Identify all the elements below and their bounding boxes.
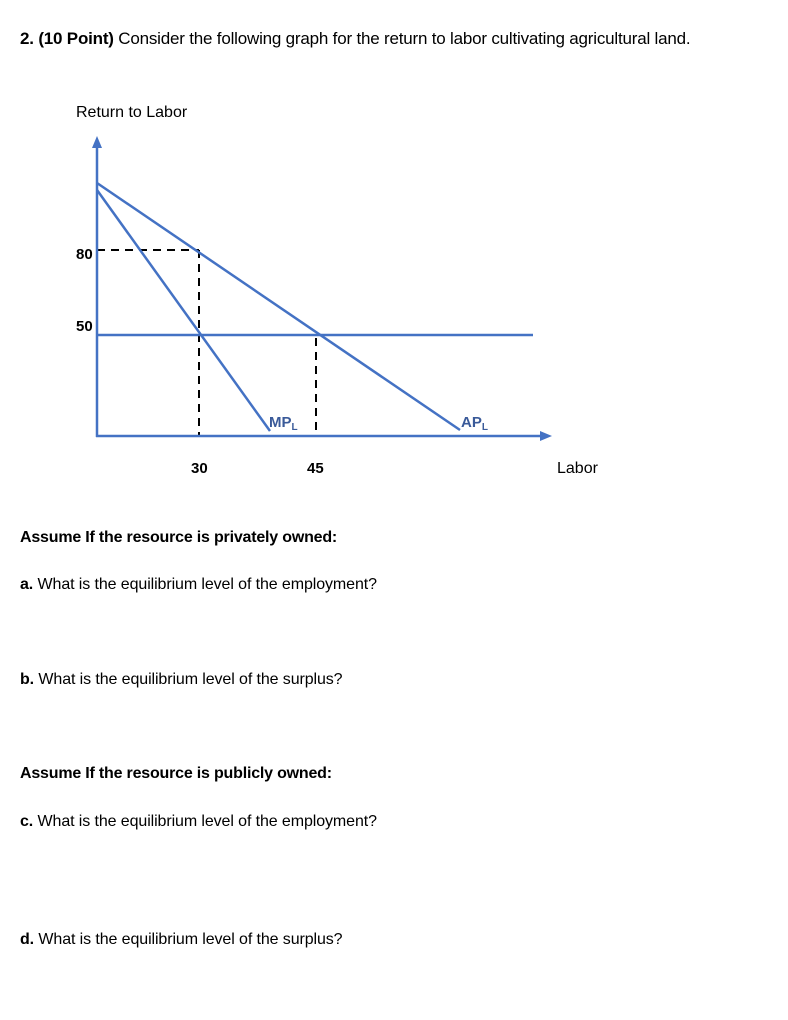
y-tick-80: 80 <box>76 246 93 263</box>
question-a <box>20 576 377 594</box>
question-c <box>20 813 377 831</box>
axes <box>92 136 552 441</box>
y-axis-label: Return to Labor <box>76 104 188 121</box>
question-d-letter: d. <box>20 931 35 948</box>
apl-label: $AP_L$ <box>461 414 488 433</box>
section-private-heading: Assume If the resource is privately owned: <box>20 529 338 546</box>
question-number: 2. <box>20 29 34 48</box>
question-b-text: What is the equilibrium level of the surplus? <box>38 671 343 688</box>
question-points: (10 Point) <box>38 29 114 48</box>
question-b-letter: b. <box>20 671 35 688</box>
question-d-text: What is the equilibrium level of the surplus? <box>38 931 343 948</box>
x-axis-label: Labor <box>557 460 598 477</box>
question-a-letter: a. <box>20 576 34 593</box>
question-c-text: What is the equilibrium level of the employment? <box>37 813 377 830</box>
x-tick-30: 30 <box>191 460 208 477</box>
question-c-letter: c. <box>20 813 34 830</box>
section-public-heading: Assume If the resource is publicly owned: <box>20 765 332 782</box>
x-axis-arrow-icon <box>540 431 552 441</box>
x-tick-45: 45 <box>307 460 324 477</box>
question-b <box>20 671 343 689</box>
mpl-line <box>97 190 270 431</box>
question-a-text: What is the equilibrium level of the employment? <box>37 576 377 593</box>
series-lines <box>97 183 533 431</box>
mpl-label: $MP_L$ <box>269 414 298 433</box>
return-to-labor-chart <box>0 0 788 500</box>
question-prompt: Consider the following graph for the return to labor cultivating agricultural land. <box>118 29 691 48</box>
y-axis-arrow-icon <box>92 136 102 148</box>
apl-line <box>97 183 460 430</box>
y-tick-50: 50 <box>76 318 93 335</box>
question-d <box>20 931 343 949</box>
